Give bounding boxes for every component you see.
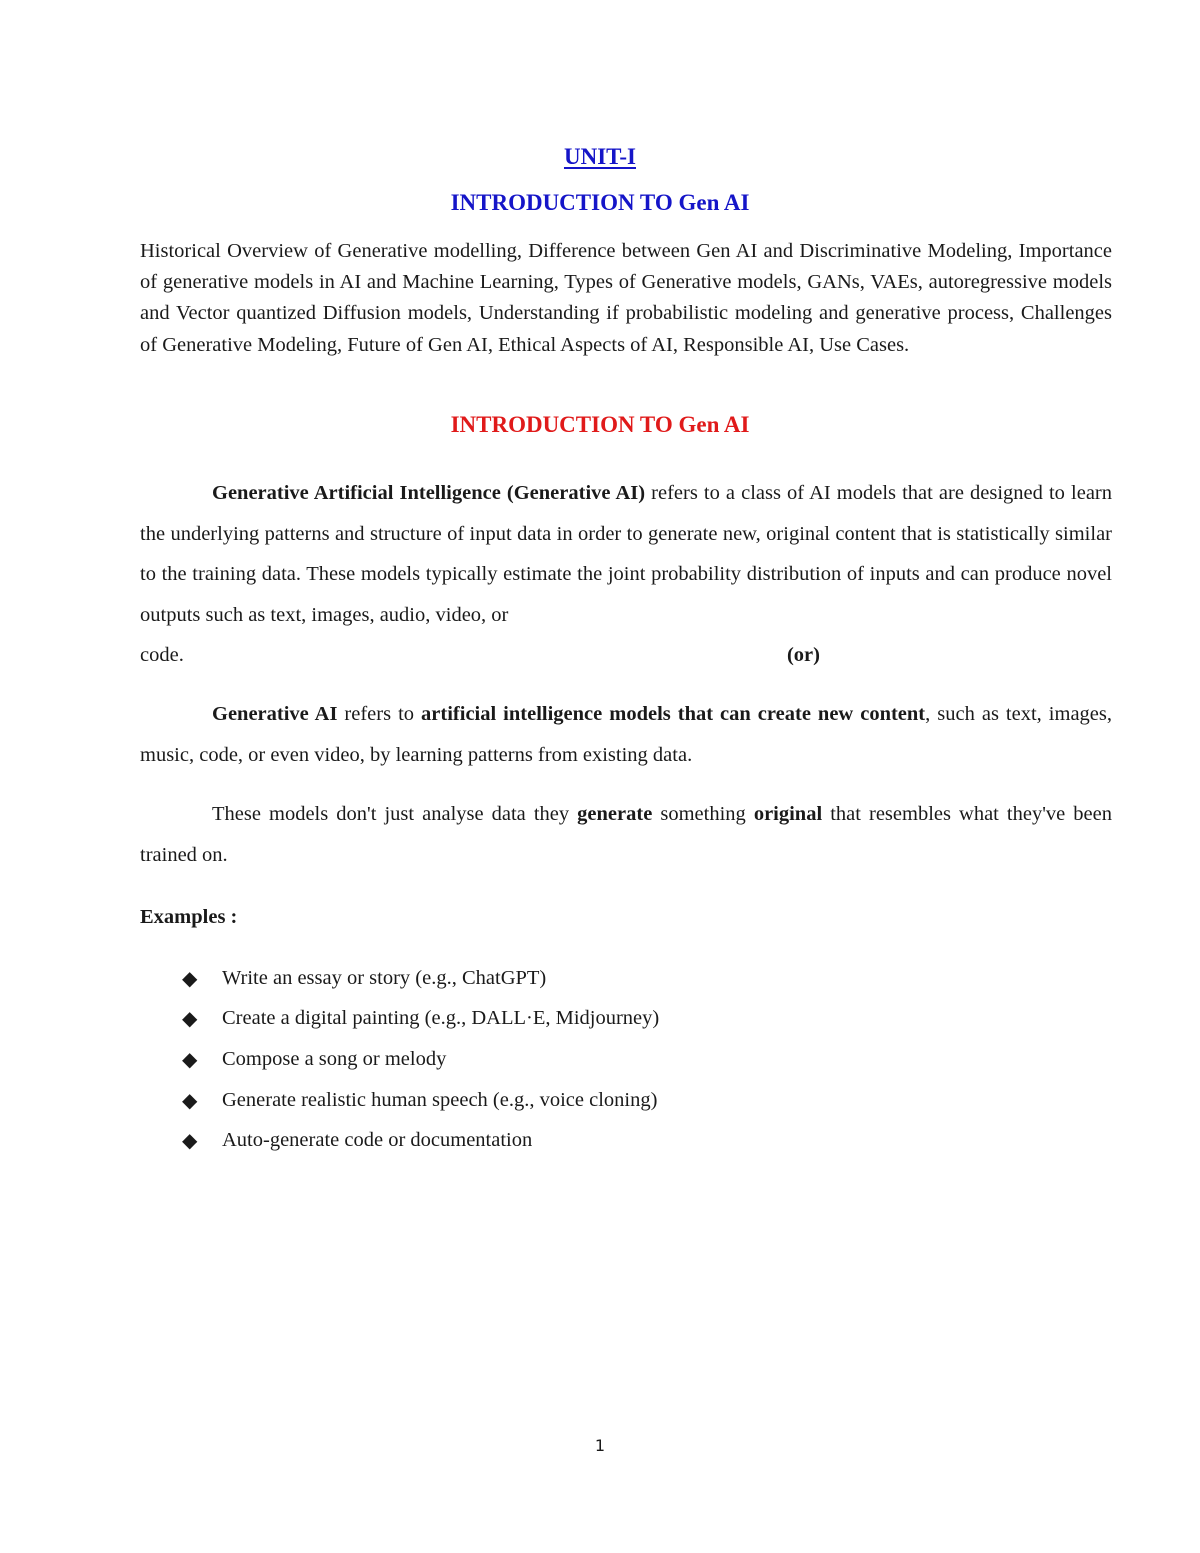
definition-term: Generative Artificial Intelligence (Generative AI) (212, 482, 646, 504)
example-text: Auto-generate code or documentation (222, 1129, 533, 1152)
diamond-bullet-icon: ◆ (182, 967, 198, 990)
diamond-bullet-icon: ◆ (182, 1008, 198, 1031)
list-item (182, 1120, 659, 1161)
list-item (182, 999, 659, 1040)
example-text: Compose a song or melody (222, 1047, 447, 1070)
definition-last-word: code. (140, 644, 184, 667)
diamond-bullet-icon: ◆ (182, 1048, 198, 1071)
alt-definition-term: Generative AI (212, 703, 338, 725)
models-note-lead: These models don't just analyse data they (212, 803, 578, 825)
example-text: Generate realistic human speech (e.g., voice cloning) (222, 1088, 658, 1111)
example-text: Create a digital painting (e.g., DALL·E, Midjourney) (222, 1007, 660, 1030)
alt-definition-tail: , such as text, images, music, code, or even video, by learning patterns from existing data. (140, 703, 1112, 766)
list-item (182, 1080, 659, 1121)
syllabus-paragraph: Historical Overview of Generative modelling, Difference between Gen AI and Discriminative Modeling, Importance of generative models in AI and Machine Learning, Types of Generative models, GANs, VAEs, autoregressive models and Vector quantized Diffusion models, Understanding if probabilistic modeling and generative process, Challenges of Generative Modeling, Future of Gen AI, Ethical Aspects of AI, Responsible AI, Use Cases. (140, 240, 1112, 356)
list-item (182, 958, 659, 999)
or-label: (or) (786, 644, 820, 667)
unit-title: UNIT-I (563, 144, 636, 169)
alt-definition-connector: refers to (337, 703, 422, 725)
models-note-generate: generate (577, 803, 653, 825)
alt-definition-paragraph (140, 694, 1112, 775)
definition-body: refers to a class of AI models that are designed to learn the underlying patterns and structure of input data in order to generate new, original content that is statistically similar to the training data. These models typically estimate the joint probability distribution of inputs and can produce novel outputs such as text, images, audio, video, or (140, 482, 1112, 626)
section-heading: INTRODUCTION TO Gen AI (450, 412, 750, 437)
example-text: Write an essay or story (e.g., ChatGPT) (222, 966, 547, 989)
diamond-bullet-icon: ◆ (182, 1089, 198, 1112)
examples-label: Examples : (140, 906, 238, 928)
syllabus-heading: INTRODUCTION TO Gen AI (450, 190, 750, 215)
definition-last-line (140, 635, 820, 676)
diamond-bullet-icon: ◆ (182, 1130, 198, 1153)
examples-list (182, 958, 659, 1161)
models-note-original: original (753, 803, 823, 825)
models-note-paragraph (140, 794, 1112, 875)
models-note-tail: that resembles what they've been trained on. (140, 803, 1112, 866)
definition-paragraph (140, 473, 1112, 676)
models-note-mid: something (652, 803, 754, 825)
page-number: 1 (594, 1436, 606, 1455)
list-item (182, 1039, 659, 1080)
alt-definition-emphasis: artificial intelligence models that can create new content (421, 703, 926, 725)
